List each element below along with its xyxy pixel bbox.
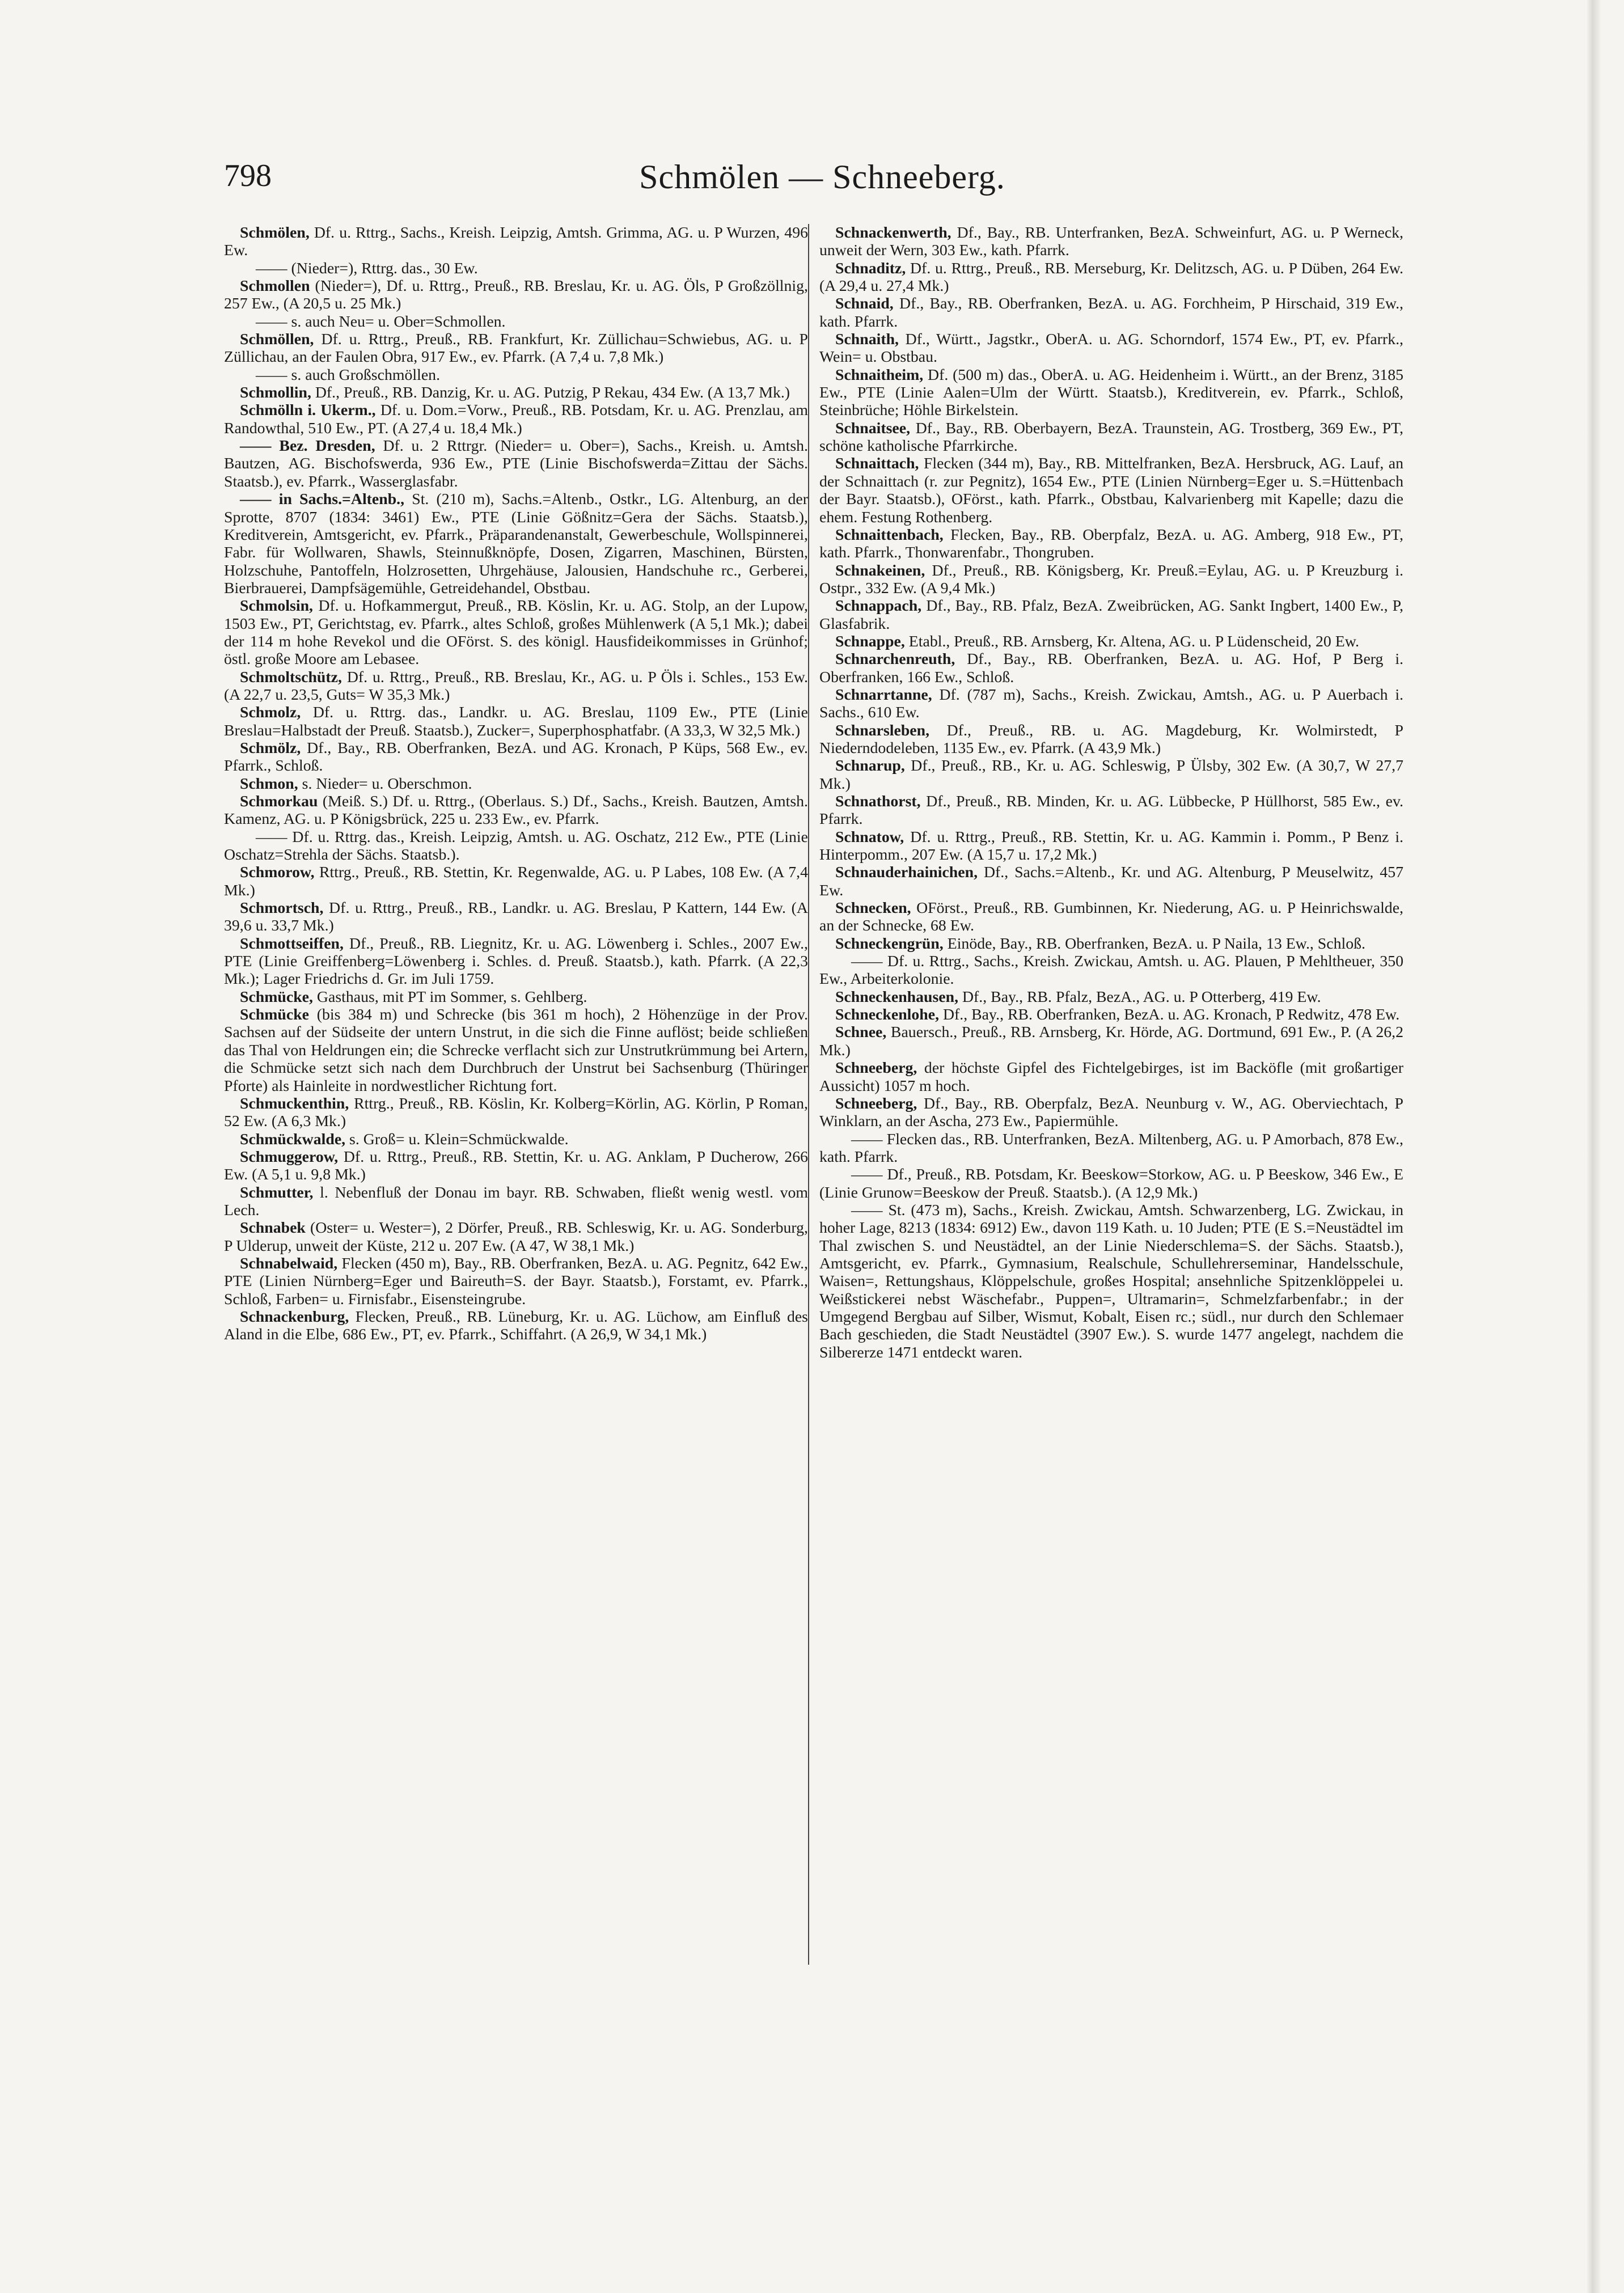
- entry: [224, 775, 808, 793]
- entry-headword: Schmölz,: [240, 739, 301, 757]
- entry: [224, 1255, 808, 1308]
- entry-text: Df. (787 m), Sachs., Kreish. Zwickau, Amtsh., AG. u. P Auerbach i. Sachs., 610 Ew.: [819, 686, 1403, 722]
- entry-text: Df., Bay., RB. Oberpfalz, BezA. Neunburg v. W., AG. Oberviechtach, P Winklarn, an der Ascha, 273 Ew., Papiermühle.: [819, 1094, 1403, 1131]
- entry: [224, 1148, 808, 1184]
- entry-text: —— Flecken das., RB. Unterfranken, BezA. Miltenberg, AG. u. P Amorbach, 878 Ew., kath. Pfarrk.: [819, 1130, 1403, 1166]
- entry: [819, 633, 1403, 650]
- entry-text: Flecken, Preuß., RB. Lüneburg, Kr. u. AG. Lüchow, am Einfluß des Aland in die Elbe, 686 Ew., PT, ev. Pfarrk., Schiffahrt. (A 26,9, W 34,1 Mk.): [224, 1308, 808, 1344]
- entry: [819, 1095, 1403, 1131]
- entry-text: OFörst., Preuß., RB. Gumbinnen, Kr. Niederung, AG. u. P Heinrichswalde, an der Schnecke, 68 Ew.: [819, 899, 1403, 935]
- entry-headword: Schnaitsee,: [835, 419, 911, 437]
- entry-headword: —— Bez. Dresden,: [240, 437, 375, 455]
- entry-headword: Schmottseiffen,: [240, 934, 344, 953]
- entry-text: Df., Preuß., RB. Danzig, Kr. u. AG. Putzig, P Rekau, 434 Ew. (A 13,7 Mk.): [311, 384, 790, 402]
- entry-text: Rttrg., Preuß., RB. Köslin, Kr. Kolberg=Körlin, AG. Körlin, P Roman, 52 Ew. (A 6,3 Mk.): [224, 1094, 808, 1131]
- entry-headword: Schnecken,: [835, 899, 911, 917]
- column-divider: [808, 224, 809, 1965]
- entry: [819, 1131, 1403, 1166]
- entry: [224, 401, 808, 437]
- entry-headword: Schmorow,: [240, 864, 315, 882]
- entry: [819, 793, 1403, 828]
- entry-text: (bis 384 m) und Schrecke (bis 361 m hoch), 2 Höhenzüge in der Prov. Sachsen auf der Südseite der untern Unstrut, in die sich die Finne auflöst; beide schließen das Thal von Heldrungen ein; die Schrecke verflacht sich zur Unstrutkrümmung bei Artern, die Schmücke setzt sich nach dem Durchbruch der Unstrut bei Sachsenburg (Thüringer Pforte) als Hainleite in nordwestlicher Richtung fort.: [224, 1006, 808, 1095]
- entry-headword: Schneckenlohe,: [835, 1006, 940, 1024]
- entry-headword: Schmorkau: [240, 793, 318, 810]
- entry-headword: Schneckenhausen,: [835, 988, 959, 1006]
- entry: [224, 1095, 808, 1131]
- entry-headword: Schnaid,: [835, 295, 894, 313]
- entry-headword: —— in Sachs.=Altenb.,: [240, 490, 405, 509]
- entry: [819, 828, 1403, 864]
- entry-text: Rttrg., Preuß., RB. Stettin, Kr. Regenwalde, AG. u. P Labes, 108 Ew. (A 7,4 Mk.): [224, 864, 808, 899]
- entry-headword: Schmöllen,: [240, 331, 314, 349]
- entry-headword: Schnaith,: [835, 331, 899, 349]
- entry: [819, 331, 1403, 366]
- entry-headword: Schmuckenthin,: [240, 1094, 349, 1112]
- entry-headword: Schmortsch,: [240, 899, 324, 917]
- entry: [224, 1184, 808, 1220]
- entry-headword: Schneeberg,: [835, 1059, 917, 1077]
- entry-headword: Schnaitheim,: [835, 366, 924, 384]
- entry-text: Df., Sachs.=Altenb., Kr. und AG. Altenburg, P Meuselwitz, 457 Ew.: [819, 864, 1403, 899]
- entry-text: Df., Bay., RB. Oberfranken, BezA. u. AG. Kronach, P Redwitz, 478 Ew.: [939, 1006, 1400, 1024]
- entry: [819, 1059, 1403, 1095]
- entry-text: l. Nebenfluß der Donau im bayr. RB. Schwaben, fließt wenig westl. vom Lech.: [224, 1183, 808, 1219]
- entry-headword: Schnathorst,: [835, 793, 921, 810]
- entry: [819, 455, 1403, 526]
- right-column: [819, 224, 1403, 1361]
- entry: [819, 953, 1403, 988]
- entry-text: Df., Bay., RB. Oberfranken, BezA. und AG. Kronach, P Küps, 568 Ew., ev. Pfarrk., Schloß.: [224, 739, 808, 775]
- entry-text: s. Nieder= u. Oberschmon.: [298, 775, 472, 793]
- entry-text: Bauersch., Preuß., RB. Arnsberg, Kr. Hörde, AG. Dortmund, 691 Ew., P. (A 26,2 Mk.): [819, 1023, 1403, 1059]
- entry-text: Df. u. Hofkammergut, Preuß., RB. Köslin, Kr. u. AG. Stolp, an der Lupow, 1503 Ew., PT, Gerichtstag, ev. Pfarrk., altes Schloß, großes Mühlenwerk (A 5,1 Mk.); dabei der 114 m hohe Revekol und die OFörst. S. des königl. Hausfideikommisses in Grünhof; östl. große Moore am Lebasee.: [224, 597, 808, 669]
- entry-text: Flecken, Bay., RB. Oberpfalz, BezA. u. AG. Amberg, 918 Ew., PT, kath. Pfarrk., Thonwarenfabr., Thongruben.: [819, 526, 1403, 562]
- entry: [819, 757, 1403, 793]
- entry-text: Df., Bay., RB. Unterfranken, BezA. Schweinfurt, AG. u. P Werneck, unweit der Wern, 303 Ew., kath. Pfarrk.: [819, 224, 1403, 260]
- entry-text: Flecken (450 m), Bay., RB. Oberfranken, BezA. u. AG. Pegnitz, 642 Ew., PTE (Linien Nürnberg=Eger und Baireuth=S. der Bayr. Staatsb.), Forstamt, ev. Pfarrk., Schloß, Farben= u. Firnisfabr., Eisensteingrube.: [224, 1254, 808, 1308]
- entry-text: —— (Nieder=), Rttrg. das., 30 Ew.: [256, 259, 478, 277]
- entry-text: Df., Bay., RB. Oberbayern, BezA. Traunstein, AG. Trostberg, 369 Ew., PT, schöne katholische Pfarrkirche.: [819, 419, 1403, 455]
- entry-headword: Schmon,: [240, 775, 298, 793]
- entry: [819, 935, 1403, 953]
- entry: [819, 562, 1403, 598]
- entry-headword: Schmücke: [240, 1006, 310, 1024]
- entry-text: Df., Bay., RB. Pfalz, BezA. Zweibrücken, AG. Sankt Ingbert, 1400 Ew., P, Glasfabrik.: [819, 597, 1403, 633]
- entry-text: —— Df., Preuß., RB. Potsdam, Kr. Beeskow=Storkow, AG. u. P Beeskow, 346 Ew., E (Linie Grunow=Beeskow der Preuß. Staatsb.). (A 12,9 Mk.): [819, 1166, 1403, 1202]
- entry: [224, 1219, 808, 1255]
- entry-text: s. Groß= u. Klein=Schmückwalde.: [345, 1130, 569, 1148]
- entry-text: (Oster= u. Wester=), 2 Dörfer, Preuß., RB. Schleswig, Kr. u. AG. Sonderburg, P Ulderup, unweit der Küste, 212 u. 207 Ew. (A 47, W 38,1 Mk.): [224, 1219, 808, 1255]
- entry: [819, 597, 1403, 633]
- entry: [224, 828, 808, 864]
- entry-headword: Schmölen,: [240, 224, 310, 242]
- entry: [819, 420, 1403, 455]
- entry-headword: Schnauderhainichen,: [835, 864, 978, 882]
- entry: [819, 295, 1403, 331]
- entry: [224, 437, 808, 490]
- entry-text: Df., Preuß., RB. Königsberg, Kr. Preuß.=Eylau, AG. u. P Kreuzburg i. Ostpr., 332 Ew. (A 9,4 Mk.): [819, 561, 1403, 597]
- entry-text: (Nieder=), Df. u. Rttrg., Preuß., RB. Breslau, Kr. u. AG. Öls, P Großzöllnig, 257 Ew., (A 20,5 u. 25 Mk.): [224, 277, 808, 313]
- entry-text: —— s. auch Großschmöllen.: [256, 366, 441, 384]
- entry: [819, 1202, 1403, 1361]
- entry-headword: Schnakeinen,: [835, 561, 925, 579]
- entry: [819, 686, 1403, 722]
- entry-headword: Schmutter,: [240, 1183, 314, 1202]
- page-header: [224, 158, 1420, 209]
- entry-text: Df., Bay., RB. Oberfranken, BezA. u. AG. Forchheim, P Hirschaid, 319 Ew., kath. Pfarrk.: [819, 295, 1403, 331]
- entry-headword: Schnabelwaid,: [240, 1254, 338, 1272]
- entry-text: Df. u. Rttrg., Preuß., RB. Breslau, Kr., AG. u. P Öls i. Schles., 153 Ew. (A 22,7 u. 23,5, Guts= W 35,3 Mk.): [224, 668, 808, 704]
- entry-headword: Schnappe,: [835, 632, 905, 650]
- entry-headword: Schnee,: [835, 1023, 887, 1042]
- entry: [224, 739, 808, 775]
- entry-text: Df. u. Rttrg., Preuß., RB., Landkr. u. AG. Breslau, P Kattern, 144 Ew. (A 39,6 u. 33,7 Mk.): [224, 899, 808, 935]
- entry: [819, 899, 1403, 935]
- entry-headword: Schmoltschütz,: [240, 668, 342, 686]
- left-column: [224, 224, 808, 1344]
- entry-headword: Schnaittach,: [835, 455, 919, 473]
- entry: [224, 899, 808, 935]
- entry-text: Df. u. Rttrg. das., Landkr. u. AG. Breslau, 1109 Ew., PTE (Linie Breslau=Halbstadt der Preuß. Staatsb.), Zucker=, Superphosphatfabr. (A 33,3, W 32,5 Mk.): [224, 704, 808, 739]
- entry: [224, 277, 808, 313]
- entry-text: —— s. auch Neu= u. Ober=Schmollen.: [256, 312, 506, 331]
- entry: [224, 597, 808, 668]
- running-head: Schmölen — Schneeberg.: [639, 158, 1005, 196]
- entry-headword: Schmollin,: [240, 384, 311, 402]
- entry: [224, 331, 808, 366]
- entry-text: Df. (500 m) das., OberA. u. AG. Heidenheim i. Württ., an der Brenz, 3185 Ew., PTE (Linie Aalen=Ulm der Württ. Staatsb.), Kreditverein, ev. Pfarrk., Schloß, Steinbrüche; Höhle Birkelstein.: [819, 366, 1403, 420]
- entry: [819, 988, 1403, 1006]
- entry-headword: Schnatow,: [835, 828, 904, 846]
- scan-binding-edge: [1587, 0, 1601, 2293]
- entry: [224, 384, 808, 401]
- entry: [224, 864, 808, 899]
- entry: [819, 722, 1403, 758]
- entry: [819, 1023, 1403, 1059]
- entry-text: —— St. (473 m), Sachs., Kreish. Zwickau, Amtsh. Schwarzenberg, LG. Zwickau, in hoher Lage, 8213 (1834: 6912) Ew., davon 119 Kath. u. 10 Juden; PTE (E S.=Neustädtel im Thal zwischen S. und Neustädtel, an der Linie Niederschlema=S. der Sächs. Staatsb.), Amtsgericht, ev. Pfarrk., Gymnasium, Realschule, Schullehrerseminar, Handelsschule, Waisen=, Rettungshaus, Klöppelschule, großes Hospital; ansehnliche Spitzenklöppelei u. Weißstickerei nebst Wäschefabr., Puppen=, Ultramarin=, Schmelzfarbenfabr.; in der Umgegend Bergbau auf Silber, Wismut, Kobalt, Eisen rc.; südl., nur durch den Schlemaer Bach geschieden, die Stadt Neustädtel (3907 Ew.). S. wurde 1477 angelegt, nachdem die Silbererze 1471 entdeckt waren.: [819, 1201, 1403, 1361]
- entry-text: —— Df. u. Rttrg. das., Kreish. Leipzig, Amtsh. u. AG. Oschatz, 212 Ew., PTE (Linie Oschatz=Strehla der Sächs. Staatsb.).: [224, 828, 808, 864]
- entry-headword: Schmölln i. Ukerm.,: [240, 401, 376, 420]
- entry-text: Df., Preuß., RB. Minden, Kr. u. AG. Lübbecke, P Hüllhorst, 585 Ew., ev. Pfarrk.: [819, 793, 1403, 828]
- entry: [819, 366, 1403, 420]
- entry-text: Df. u. Rttrg., Preuß., RB. Stettin, Kr. u. AG. Anklam, P Ducherow, 266 Ew. (A 5,1 u. 9,8 Mk.): [224, 1148, 808, 1184]
- entry-text: Flecken (344 m), Bay., RB. Mittelfranken, BezA. Hersbruck, AG. Lauf, an der Schnaittach (r. zur Pegnitz), 1654 Ew., PTE (Linien Nürnberg=Eger u. S.=Hüttenbach der Bayr. Staatsb.), OFörst., kath. Pfarrk., Obstbau, Kalvarienberg mit Kapelle; dazu die ehem. Festung Rothenberg.: [819, 455, 1403, 526]
- entry: [224, 1006, 808, 1095]
- entry-headword: Schneckengrün,: [835, 934, 944, 953]
- entry-text: der höchste Gipfel des Fichtelgebirges, ist im Backöfle (mit großartiger Aussicht) 1057 m hoch.: [819, 1059, 1403, 1095]
- entry: [819, 526, 1403, 562]
- entry-headword: Schnackenburg,: [240, 1308, 349, 1326]
- entry: [819, 864, 1403, 899]
- entry: [224, 793, 808, 828]
- entry-text: Df. u. Dom.=Vorw., Preuß., RB. Potsdam, Kr. u. AG. Prenzlau, am Randowthal, 510 Ew., PT. (A 27,4 u. 18,4 Mk.): [224, 401, 808, 437]
- entry-text: Df. u. Rttrg., Preuß., RB. Merseburg, Kr. Delitzsch, AG. u. P Düben, 264 Ew. (A 29,4 u. 27,4 Mk.): [819, 259, 1403, 295]
- entry-text: Df. u. Rttrg., Preuß., RB. Frankfurt, Kr. Züllichau=Schwiebus, AG. u. P Züllichau, an der Faulen Obra, 917 Ew., ev. Pfarrk. (A 7,4 u. 7,8 Mk.): [224, 331, 808, 366]
- entry-text: Etabl., Preuß., RB. Arnsberg, Kr. Altena, AG. u. P Lüdenscheid, 20 Ew.: [904, 632, 1359, 650]
- entry-headword: Schmollen: [240, 277, 310, 295]
- entry-text: Df. u. 2 Rttrgr. (Nieder= u. Ober=), Sachs., Kreish. u. Amtsh. Bautzen, AG. Bischofswerda, 936 Ew., PTE (Linie Bischofswerda=Zittau der Sächs. Staatsb.), ev. Pfarrk., Wasserglasfabr.: [224, 437, 808, 490]
- entry-headword: Schnarup,: [835, 757, 905, 775]
- entry: [819, 1166, 1403, 1202]
- entry: [224, 1131, 808, 1148]
- entry: [224, 669, 808, 704]
- entry-text: St. (210 m), Sachs.=Altenb., Ostkr., LG. Altenburg, an der Sprotte, 8707 (1834: 3461) Ew., PTE (Linie Gößnitz=Gera der Sächs. Staatsb.), Kreditverein, Amtsgericht, ev. Pfarrk., Präparandenanstalt, Gewerbeschule, Wollspinnerei, Fabr. für Wollwaren, Shawls, Steinnußknöpfe, Dosen, Zigarren, Maschinen, Bürsten, Holzschuhe, Pantoffeln, Holzrosetten, Uhrgehäuse, Jalousien, Handschuhe rc., Gerberei, Bierbrauerei, Dampfsägemühle, Getreidehandel, Obstbau.: [224, 490, 808, 597]
- entry-headword: Schmuggerow,: [240, 1148, 339, 1166]
- entry: [819, 224, 1403, 260]
- entry: [819, 260, 1403, 295]
- entry-headword: Schnarrtanne,: [835, 686, 932, 704]
- entry-headword: Schneeberg,: [835, 1094, 917, 1112]
- entry-headword: Schnarchenreuth,: [835, 650, 955, 669]
- entry-text: (Meiß. S.) Df. u. Rttrg., (Oberlaus. S.) Df., Sachs., Kreish. Bautzen, Amtsh. Kamenz, AG. u. P Königsbrück, 225 u. 233 Ew., ev. Pfarrk.: [224, 793, 808, 828]
- entry: [224, 366, 808, 384]
- entry-headword: Schmückwalde,: [240, 1130, 346, 1148]
- entry-text: Df., Bay., RB. Pfalz, BezA., AG. u. P Otterberg, 419 Ew.: [958, 988, 1321, 1006]
- entry-text: Df., Preuß., RB. u. AG. Magdeburg, Kr. Wolmirstedt, P Niederndodeleben, 1135 Ew., ev. Pfarrk. (A 43,9 Mk.): [819, 721, 1403, 757]
- entry-text: Df., Preuß., RB. Liegnitz, Kr. u. AG. Löwenberg i. Schles., 2007 Ew., PTE (Linie Greiffenberg=Löwenberg i. Schles. d. Preuß. Staatsb.), kath. Pfarrk. (A 22,3 Mk.); Lager Friedrichs d. Gr. im Juli 1759.: [224, 934, 808, 988]
- entry-headword: Schnaittenbach,: [835, 526, 944, 544]
- entry-text: Einöde, Bay., RB. Oberfranken, BezA. u. P Naila, 13 Ew., Schloß.: [943, 934, 1365, 953]
- entry-headword: Schmolsin,: [240, 597, 313, 615]
- entry-headword: Schnackenwerth,: [835, 224, 951, 242]
- entry: [224, 1308, 808, 1344]
- entry-text: Df., Württ., Jagstkr., OberA. u. AG. Schorndorf, 1574 Ew., PT, ev. Pfarrk., Wein= u. Obstbau.: [819, 331, 1403, 366]
- entry-headword: Schmolz,: [240, 704, 301, 722]
- entry-headword: Schnarsleben,: [835, 721, 930, 739]
- entry: [224, 935, 808, 988]
- entry: [224, 490, 808, 597]
- page-number: 798: [224, 158, 272, 193]
- entry-headword: Schmücke,: [240, 988, 313, 1006]
- entry-text: Gasthaus, mit PT im Sommer, s. Gehlberg.: [312, 988, 587, 1006]
- entry-text: Df. u. Rttrg., Sachs., Kreish. Leipzig, Amtsh. Grimma, AG. u. P Wurzen, 496 Ew.: [224, 224, 808, 260]
- entry: [224, 704, 808, 739]
- entry-text: Df. u. Rttrg., Preuß., RB. Stettin, Kr. u. AG. Kammin i. Pomm., P Benz i. Hinterpomm., 207 Ew. (A 15,7 u. 17,2 Mk.): [819, 828, 1403, 864]
- entry-headword: Schnaditz,: [835, 259, 906, 277]
- entry: [224, 260, 808, 277]
- entry: [224, 313, 808, 331]
- entry: [819, 1006, 1403, 1023]
- entry: [819, 650, 1403, 686]
- entry-text: Df., Bay., RB. Oberfranken, BezA. u. AG. Hof, P Berg i. Oberfranken, 166 Ew., Schloß.: [819, 650, 1403, 686]
- entry-headword: Schnappach,: [835, 597, 922, 615]
- entry: [224, 224, 808, 260]
- entry-text: Df., Preuß., RB., Kr. u. AG. Schleswig, P Ülsby, 302 Ew. (A 30,7, W 27,7 Mk.): [819, 757, 1403, 793]
- entry: [224, 988, 808, 1006]
- entry-headword: Schnabek: [240, 1219, 306, 1237]
- entry-text: —— Df. u. Rttrg., Sachs., Kreish. Zwickau, Amtsh. u. AG. Plauen, P Mehltheuer, 350 Ew., Arbeiterkolonie.: [819, 953, 1403, 988]
